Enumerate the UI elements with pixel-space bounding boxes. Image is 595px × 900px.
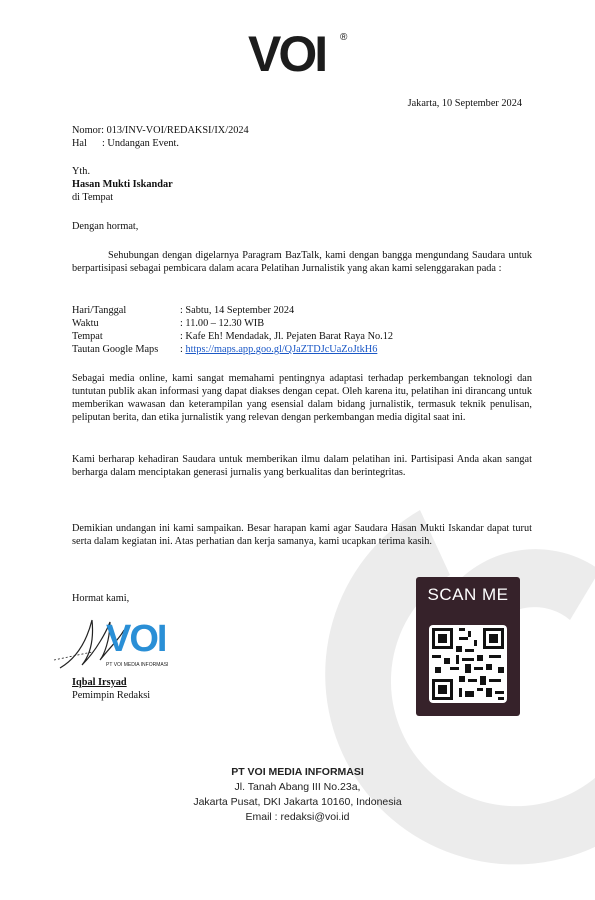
footer-address-2: Jakarta Pusat, DKI Jakarta 10160, Indonesia [193,796,402,808]
closing-greeting: Hormat kami, [72,593,130,604]
google-maps-link[interactable]: https://maps.app.goo.gl/QJaZTDJcUaZoJtkH6 [185,344,378,355]
voi-logo [248,26,348,82]
stamp-logo: VOI [106,618,166,660]
nomor-value: : 013/INV-VOI/REDAKSI/IX/2024 [101,125,249,136]
salutation: Dengan hormat, [72,221,139,232]
footer-company: PT VOI MEDIA INFORMASI [231,766,364,778]
recipient-place: di Tempat [72,192,114,203]
paragraph-hope: Kami berharap kehadiran Saudara untuk memberikan ilmu dalam pelatihan ini. Partisipasi Anda akan sangat berharga dalam menciptakan generasi jurnalis yang berkualitas dan berintegritas. [72,454,532,478]
signer-title: Pemimpin Redaksi [72,690,151,701]
scan-me-label: SCAN ME [427,585,509,604]
qr-code-box[interactable] [416,577,520,716]
qr-code-icon [429,625,507,703]
paragraph-background: Sebagai media online, kami sangat memahami pentingnya adaptasi terhadap perkembangan teknologi dan tuntutan publik akan informasi yang dapat diakses dengan cepat. Oleh karena itu, pelatihan ini dirancang untuk memberikan wawasan dan keterampilan yang esensial dalam bidang jurnalistik, termasuk teknik penulisan, peliputan berita, dan etika jurnalistik yang relevan dengan perkembangan media digital saat ini. [72,373,532,423]
hal-value: : Undangan Event. [102,138,179,149]
detail-maps: Tautan Google Maps : https://maps.app.goo.gl/QJaZTDJcUaZoJtkH6 [72,344,378,355]
signature-stamp [52,610,202,680]
registered-mark: ® [340,32,348,43]
hal-line [72,137,532,150]
signer-name: Iqbal Irsyad [72,677,127,688]
paragraph-invitation: Sehubungan dengan digelarnya Paragram BazTalk, kami dengan bangga mengundang Saudara untuk berpartisipasi sebagai pembicara dalam acara Pelatihan Jurnalistik yang akan kami selenggarakan pada : [72,250,532,274]
nomor-label: Nomor [72,125,102,136]
footer-address-1: Jl. Tanah Abang III No.23a, [234,781,361,793]
logo-text: VOI [248,26,326,82]
recipient-name: Hasan Mukti Iskandar [72,179,173,190]
footer-email: Email : redaksi@voi.id [245,811,350,823]
letter-date: Jakarta, 10 September 2024 [407,98,522,109]
footer [0,765,595,825]
nomor-line [72,124,532,137]
hal-label: Hal [72,138,87,149]
yth: Yth. [72,166,91,177]
detail-date: Hari/Tanggal : Sabtu, 14 September 2024 [72,305,295,316]
stamp-caption: PT VOI MEDIA INFORMASI [106,662,169,668]
detail-place: Tempat : Kafe Eh! Mendadak, Jl. Pejaten Barat Raya No.12 [72,331,394,342]
paragraph-closing: Demikian undangan ini kami sampaikan. Besar harapan kami agar Saudara Hasan Mukti Iskandar dapat turut serta dalam kegiatan ini. Atas perhatian dan kerja samanya, kami ucapkan terima kasih. [72,523,532,547]
detail-time: Waktu : 11.00 – 12.30 WIB [72,318,265,329]
qr-code[interactable] [429,625,507,703]
